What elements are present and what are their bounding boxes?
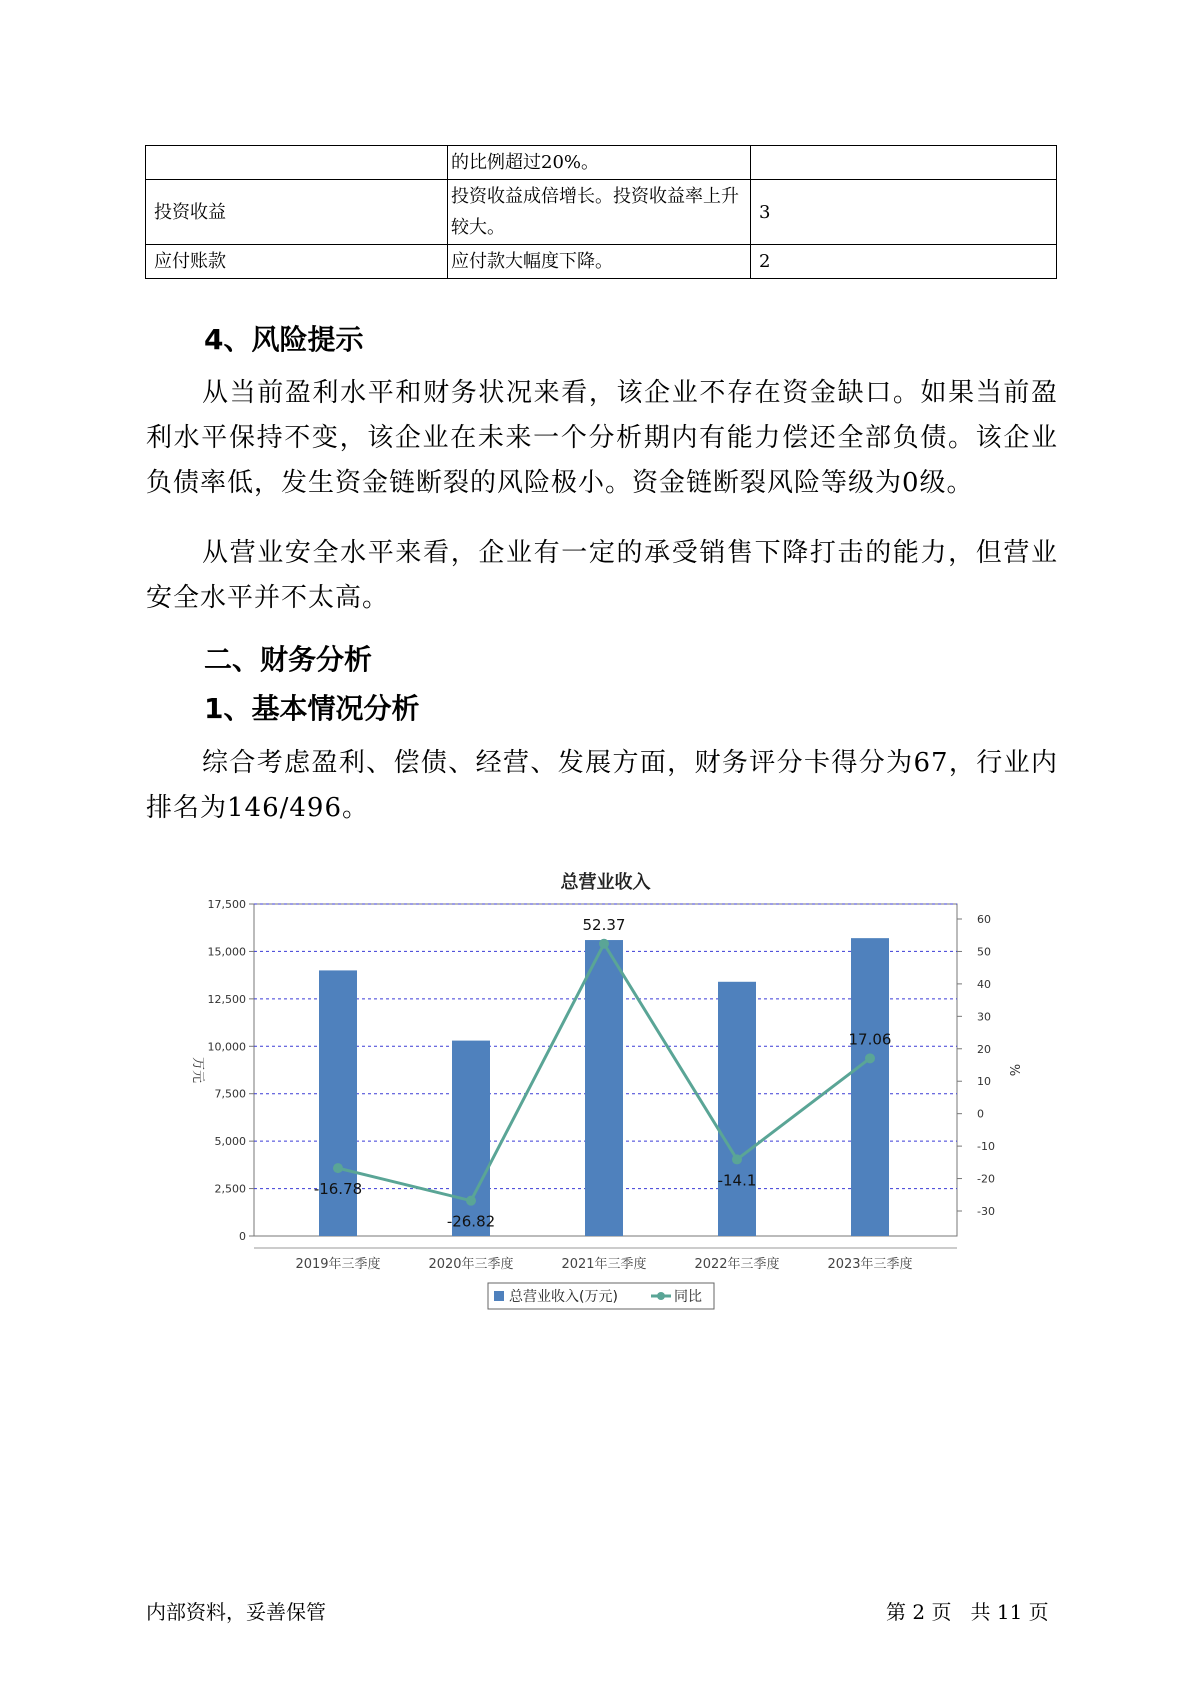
y-left-tick-label: 15,000	[207, 945, 246, 959]
table-cell-item: 应付账款	[146, 245, 448, 279]
indicator-table	[145, 145, 1057, 279]
y-left-tick-label: 12,500	[207, 992, 246, 1006]
revenue-chart	[170, 858, 1021, 1318]
y-right-tick-label: 50	[977, 945, 991, 959]
table-cell-item: 投资收益	[146, 180, 448, 245]
y-right-tick-label: 30	[977, 1010, 991, 1024]
risk-heading: 4、风险提示	[204, 323, 364, 356]
table-cell-score	[751, 146, 1057, 180]
table-cell-desc: 的比例超过20%。	[448, 146, 751, 180]
table-cell-item	[146, 146, 448, 180]
chart-title: 总营业收入	[560, 872, 651, 893]
basic-analysis-heading: 1、基本情况分析	[204, 692, 420, 725]
legend-bar-swatch	[494, 1291, 504, 1301]
table-cell-score: 2	[751, 245, 1057, 279]
table-cell-desc: 投资收益成倍增长。投资收益率上升较大。	[448, 180, 751, 245]
data-label: -16.78	[313, 1180, 363, 1199]
y-left-tick-label: 7,500	[214, 1087, 246, 1101]
x-tick-label: 2019年三季度	[295, 1257, 381, 1272]
bar	[452, 1041, 490, 1236]
footer-note: 内部资料，妥善保管	[146, 1600, 326, 1624]
x-tick-label: 2020年三季度	[428, 1257, 514, 1272]
legend-bar-label: 总营业收入(万元)	[509, 1289, 618, 1305]
data-label: 17.06	[848, 1030, 892, 1049]
y-right-tick-label: 20	[977, 1042, 991, 1056]
basic-analysis-paragraph: 综合考虑盈利、偿债、经营、发展方面，财务评分卡得分为67，行业内排名为146/496。	[146, 748, 1058, 823]
x-tick-label: 2022年三季度	[694, 1257, 780, 1272]
y-left-axis-title: 万元	[190, 1056, 205, 1084]
y-left-tick-label: 0	[239, 1230, 246, 1243]
yoy-point	[333, 1163, 343, 1173]
y-right-tick-label: 10	[977, 1075, 991, 1089]
table-row	[146, 180, 1057, 245]
table-row	[146, 245, 1057, 279]
y-right-tick-label: 0	[977, 1107, 984, 1121]
y-left-tick-label: 2,500	[214, 1182, 246, 1196]
y-right-tick-label: 40	[977, 977, 991, 991]
table-cell-desc: 应付款大幅度下降。	[448, 245, 751, 279]
data-label: -26.82	[446, 1212, 496, 1231]
data-label: -14.1	[717, 1171, 757, 1190]
y-right-tick-label: -20	[977, 1172, 995, 1186]
y-right-tick-label: -10	[977, 1140, 995, 1154]
y-right-tick-label: -30	[977, 1205, 995, 1218]
y-left-tick-label: 10,000	[207, 1040, 246, 1054]
legend-line-marker	[657, 1292, 665, 1300]
table-row	[146, 146, 1057, 180]
bar	[851, 938, 889, 1236]
y-left-tick-label: 17,500	[207, 898, 246, 911]
data-label: 52.37	[582, 915, 626, 934]
yoy-point	[732, 1154, 742, 1164]
x-tick-label: 2021年三季度	[561, 1257, 647, 1272]
y-right-tick-label: 60	[977, 913, 991, 926]
risk-paragraph-2: 从营业安全水平来看，企业有一定的承受销售下降打击的能力，但营业安全水平并不太高。	[146, 538, 1058, 613]
bar	[585, 940, 623, 1236]
y-left-tick-label: 5,000	[214, 1135, 246, 1149]
y-right-axis-title: %	[1006, 1063, 1021, 1077]
yoy-point	[466, 1196, 476, 1206]
finance-heading: 二、财务分析	[204, 643, 373, 676]
x-tick-label: 2023年三季度	[827, 1257, 913, 1272]
bar	[718, 982, 756, 1236]
table-cell-score: 3	[751, 180, 1057, 245]
risk-paragraph-1: 从当前盈利水平和财务状况来看，该企业不存在资金缺口。如果当前盈利水平保持不变，该企业在未来一个分析期内有能力偿还全部负债。该企业负债率低，发生资金链断裂的风险极小。资金链断裂风险等级为0级。	[146, 378, 1058, 498]
yoy-point	[599, 939, 609, 949]
legend-line-label: 同比	[674, 1289, 702, 1305]
page-number: 第 2 页 共 11 页	[886, 1600, 1049, 1624]
yoy-point	[865, 1053, 875, 1063]
